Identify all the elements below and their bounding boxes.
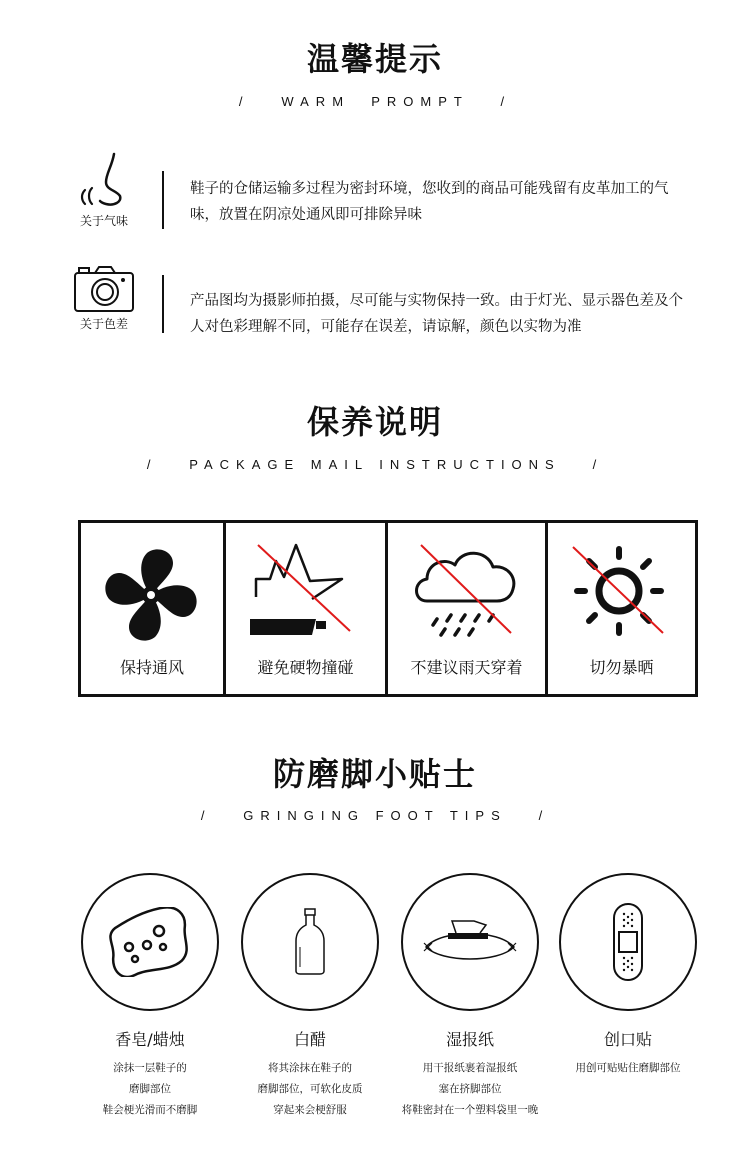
- wet-wipes-icon: [422, 917, 518, 967]
- care-label-no-rain: 不建议雨天穿着: [410, 658, 523, 677]
- section-title-tips: 防磨脚小贴士: [272, 755, 477, 793]
- care-label-avoid-impact: 避免硬物撞碰: [257, 658, 354, 677]
- tip-newspaper: [395, 873, 545, 1121]
- care-item-no-sun: [545, 523, 695, 694]
- tip-desc-vinegar: 将其涂抹在鞋子的 磨脚部位，可软化皮质 穿起来会梗舒服: [257, 1062, 363, 1116]
- section-title-prompt: 温馨提示: [306, 40, 443, 78]
- camera-icon: [72, 265, 136, 313]
- tip-name-vinegar: 白醋: [293, 1030, 326, 1049]
- tip-vinegar: [235, 873, 385, 1121]
- care-label-no-sun: 切勿暴晒: [589, 658, 654, 677]
- no-rain-icon: [407, 541, 527, 651]
- tip-desc-newspaper: 用干报纸裹着湿报纸 塞在挤脚部位 将鞋密封在一个塑料袋里一晚: [401, 1062, 539, 1116]
- tip-bandage: [553, 873, 703, 1079]
- notice-text-color: 产品图均为摄影师拍摄，尽可能与实物保持一致。由于灯光、显示器色差及个人对色彩理解不同，可能存在误差，请谅解，颜色以实物为准: [190, 293, 683, 335]
- tip-soap: [75, 873, 225, 1121]
- care-label-ventilate: 保持通风: [119, 658, 184, 677]
- section-subtitle-tips: / GRINGING FOOT TIPS /: [200, 808, 550, 823]
- tip-name-newspaper: 湿报纸: [445, 1030, 494, 1049]
- care-table: [78, 520, 698, 697]
- divider-line: [162, 275, 164, 333]
- tip-desc-bandage: 用创可贴贴住磨脚部位: [575, 1062, 681, 1074]
- no-sun-icon: [567, 541, 677, 651]
- tip-name-bandage: 创口贴: [603, 1030, 652, 1049]
- divider-line: [162, 171, 164, 229]
- fan-icon: [97, 541, 207, 651]
- nose-icon: [72, 150, 136, 210]
- section-title-care: 保养说明: [306, 403, 443, 441]
- care-item-avoid-impact: [223, 523, 385, 694]
- soap-icon: [105, 907, 195, 977]
- notice-color: [72, 265, 136, 332]
- tip-name-soap: 香皂/蜡烛: [115, 1030, 185, 1049]
- tip-circle: [81, 873, 219, 1011]
- notice-text-smell: 鞋子的仓储运输多过程为密封环境，您收到的商品可能残留有皮革加工的气味，放置在阴凉处通风即可排除异味: [190, 181, 669, 223]
- tip-desc-soap: 涂抹一层鞋子的 磨脚部位 鞋会梗光滑而不磨脚: [102, 1062, 198, 1116]
- tip-circle: [241, 873, 379, 1011]
- care-item-ventilate: [81, 523, 223, 694]
- section-subtitle-prompt: / WARM PROMPT /: [238, 94, 512, 109]
- vinegar-bottle-icon: [290, 907, 330, 977]
- section-subtitle-care: / PACKAGE MAIL INSTRUCTIONS /: [146, 457, 604, 472]
- notice-smell: [72, 150, 136, 229]
- notice-label-smell: 关于气味: [79, 214, 128, 228]
- bandage-icon: [610, 902, 646, 982]
- tip-circle: [559, 873, 697, 1011]
- tip-circle: [401, 873, 539, 1011]
- notice-label-color: 关于色差: [79, 317, 128, 331]
- care-item-no-rain: [385, 523, 545, 694]
- no-impact-icon: [246, 541, 366, 651]
